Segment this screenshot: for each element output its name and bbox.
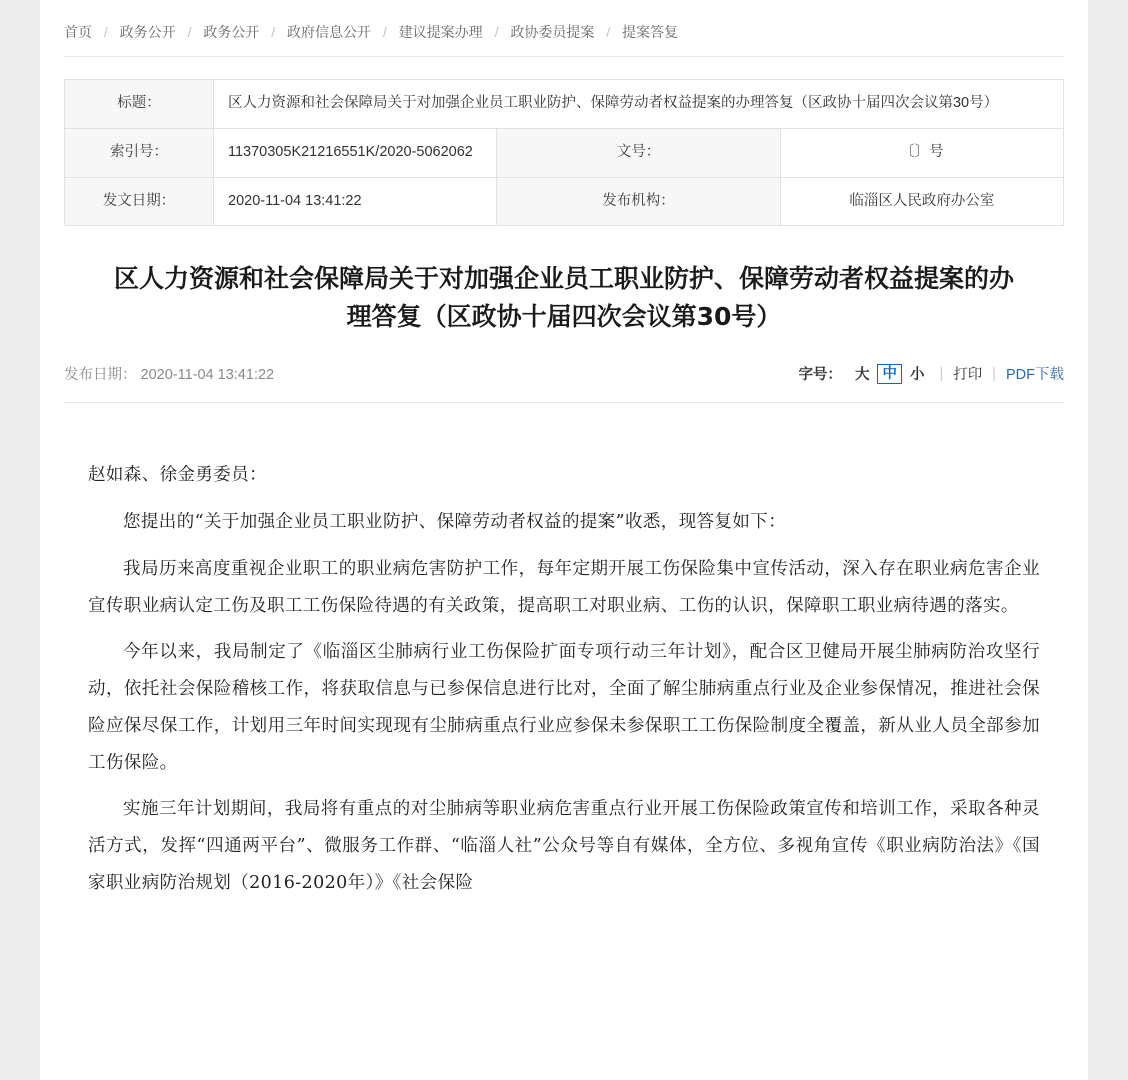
toolbar-divider: | [939, 365, 944, 382]
publish-date [64, 363, 274, 384]
table-row [65, 80, 1064, 129]
breadcrumb-separator: / [382, 24, 387, 40]
meta-value-title: 区人力资源和社会保障局关于对加强企业员工职业防护、保障劳动者权益提案的办理答复（区政协十届四次会议第30号） [214, 80, 1064, 129]
page-title: 区人力资源和社会保障局关于对加强企业员工职业防护、保障劳动者权益提案的办理答复（区政协十届四次会议第30号） [113, 264, 1014, 331]
fontsize-medium-button[interactable]: 中 [877, 364, 902, 384]
breadcrumb [64, 0, 1064, 57]
table-row [65, 128, 1064, 177]
toolbar-divider: | [992, 365, 996, 382]
breadcrumb-item-gov-open-2[interactable]: 政务公开 [203, 24, 260, 40]
breadcrumb-separator: / [103, 24, 108, 40]
meta-value-date: 2020-11-04 13:41:22 [214, 177, 497, 226]
paragraph: 实施三年计划期间，我局将有重点的对尘肺病等职业病危害重点行业开展工伤保险政策宣传和培训工作，采取各种灵活方式，发挥“四通两平台”、微服务工作群、“临淄人社”公众号等自有媒体，全方位、多视角宣传《职业病防治法》《国家职业病防治规划（2016-2020年）》《社会保险 [88, 799, 1040, 893]
fontsize-label: 字号： [798, 367, 842, 384]
breadcrumb-item-home[interactable]: 首页 [64, 24, 92, 40]
article-meta-row [64, 363, 1064, 403]
paragraph: 今年以来，我局制定了《临淄区尘肺病行业工伤保险扩面专项行动三年计划》，配合区卫健局开展尘肺病防治攻坚行动，依托社会保险稽核工作，将获取信息与已参保信息进行比对，全面了解尘肺病重点行业及企业参保情况，推进社会保险应保尽保工作，计划用三年时间实现现有尘肺病重点行业应参保未参保职工工伤保险制度全覆盖，新从业人员全部参加工伤保险。 [88, 642, 1040, 773]
breadcrumb-separator: / [606, 24, 611, 40]
paragraph: 我局历来高度重视企业职工的职业病危害防护工作，每年定期开展工伤保险集中宣传活动，深入存在职业病危害企业宣传职业病认定工伤及职工工伤保险待遇的有关政策，提高职工对职业病、工伤的认识，保障职工职业病待遇的落实。 [88, 558, 1040, 616]
meta-label-docnum: 文号： [497, 128, 780, 177]
pdf-download-link[interactable]: PDF下载 [1006, 367, 1064, 384]
breadcrumb-item-gov-info[interactable]: 政府信息公开 [287, 24, 372, 40]
print-button[interactable]: 打印 [953, 367, 983, 384]
fontsize-large-button[interactable]: 大 [854, 367, 870, 384]
breadcrumb-separator: / [494, 24, 499, 40]
breadcrumb-item-cppcc-proposal[interactable]: 政协委员提案 [510, 24, 595, 40]
document-sheet [40, 0, 1088, 1080]
publish-date-value: 2020-11-04 13:41:22 [140, 367, 275, 384]
breadcrumb-item-gov-open[interactable]: 政务公开 [119, 24, 176, 40]
meta-value-org: 临淄区人民政府办公室 [780, 177, 1063, 226]
publish-date-label: 发布日期： [64, 367, 137, 384]
meta-value-index: 11370305K21216551K/2020-5062062 [214, 128, 497, 177]
article-header [64, 226, 1064, 403]
article-toolbar [798, 363, 1064, 384]
meta-label-title: 标题： [65, 80, 214, 129]
breadcrumb-item-proposal-handling[interactable]: 建议提案办理 [398, 24, 483, 40]
breadcrumb-separator: / [271, 24, 276, 40]
breadcrumb-item-proposal-reply[interactable]: 提案答复 [622, 24, 679, 40]
meta-label-date: 发文日期： [65, 177, 214, 226]
article-body [64, 403, 1064, 951]
meta-label-org: 发布机构： [497, 177, 780, 226]
fontsize-small-button[interactable]: 小 [909, 367, 925, 384]
table-row [65, 177, 1064, 226]
meta-value-docnum: 〔〕号 [780, 128, 1063, 177]
breadcrumb-separator: / [187, 24, 192, 40]
meta-label-index: 索引号： [65, 128, 214, 177]
paragraph: 您提出的“关于加强企业员工职业防护、保障劳动者权益的提案”收悉，现答复如下： [123, 512, 787, 532]
paragraph-salutation: 赵如森、徐金勇委员： [88, 465, 267, 486]
document-metadata-table [64, 79, 1064, 226]
